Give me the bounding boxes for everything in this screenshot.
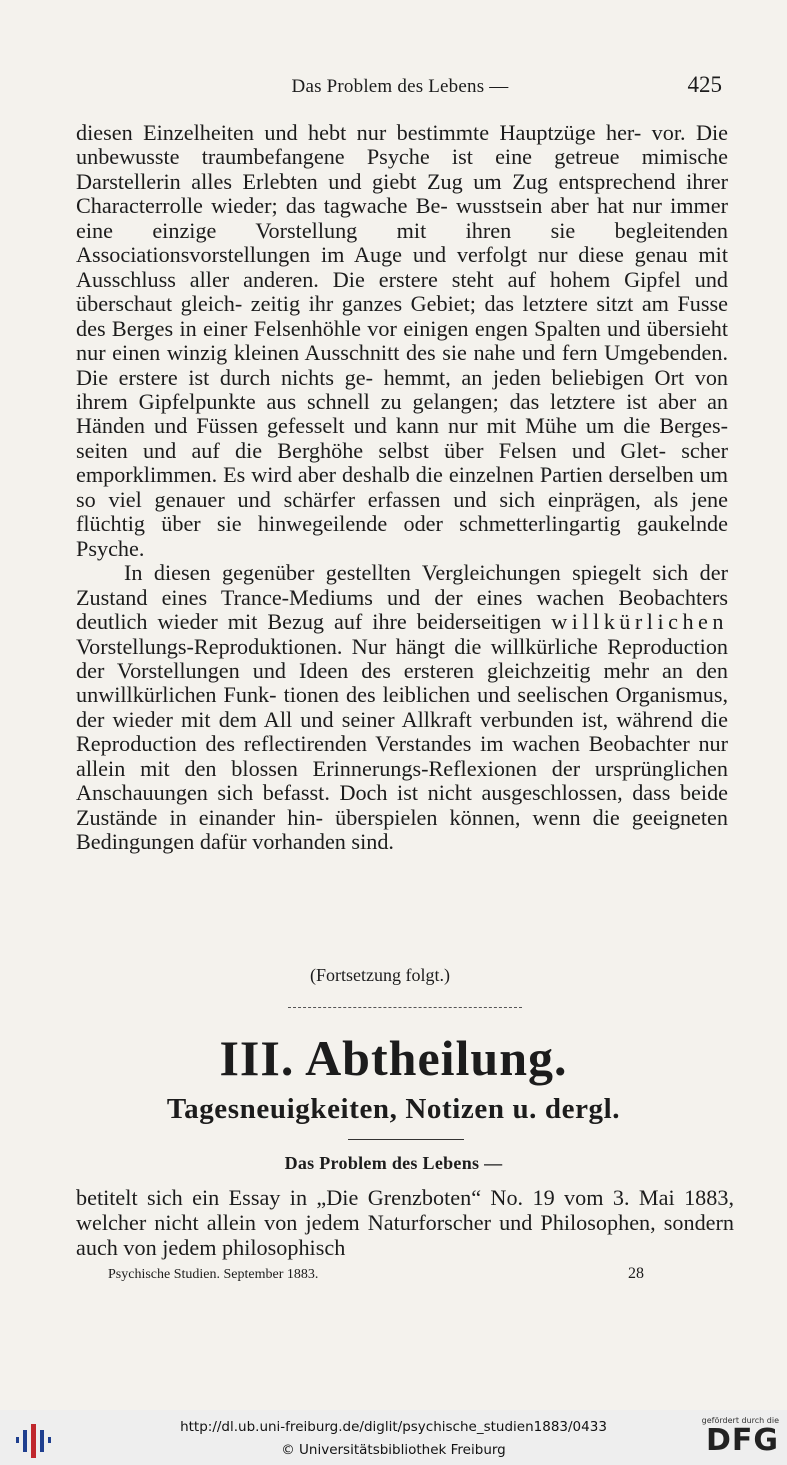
text-line: nicht ausgeschlossen, dass beide Zustände in einander hin-: [76, 780, 729, 830]
text-line: und Philosophen, sondern auch von jedem philosophisch: [76, 1210, 735, 1260]
text-line: des ersteren gleichzeitig mehr an den unwillkürlichen Funk-: [76, 657, 728, 708]
text-line: Beobachter nur allein mit den blossen Erinnerungs-Reflexionen: [76, 731, 729, 781]
text-line: überspielen können, wenn die geeigneten Bedingungen dafür: [76, 804, 728, 855]
text-line: Die erstere steht auf hohem Gipfel und überschaut gleich-: [76, 266, 729, 317]
text-line: der ursprünglichen Anschauungen sich befasst. Doch ist: [76, 755, 728, 806]
text-line: die Reproduction des reflectirenden Verstandes im wachen: [76, 706, 729, 757]
text-line: diesen Einzelheiten und hebt nur bestimmte Hauptzüge her-: [76, 120, 642, 145]
text-line: und verfolgt nur diese genau mit Ausschluss aller anderen.: [76, 242, 729, 292]
body-text: [76, 121, 728, 855]
text-line: schnell zu gelangen; das letztere ist aber an Händen und: [76, 388, 729, 439]
text-line: Partien derselben um so viel genauer und schärfer erfassen: [76, 462, 729, 512]
section-subtitle: Tagesneuigkeiten, Notizen u. dergl.: [166, 1093, 621, 1125]
text-line: oder schmetterlingartig gaukelnde Psyche.: [76, 511, 728, 561]
section-divider: [288, 1007, 522, 1008]
text-line: ihren sie begleitenden Associationsvorstellungen im Auge: [76, 217, 728, 268]
text-line: Vorstellungs-Reproduktionen. Nur hängt: [76, 633, 445, 659]
text-line: scher emporklimmen. Es wird aber deshalb die einzelnen: [76, 437, 729, 488]
text-line: Beobachters deutlich wieder mit Bezug auf ihre beiderseitigen: [76, 584, 729, 635]
source-url-link[interactable]: http://dl.ub.uni-freiburg.de/diglit/psychische_studien1883/0433: [180, 1419, 607, 1435]
heading-rule: [348, 1139, 464, 1140]
dfg-mark: DFG: [705, 1423, 779, 1458]
text-line: zeitig ihr ganzes Gebiet; das letztere sitzt am Fusse des: [76, 291, 728, 341]
continuation-note: (Fortsetzung folgt.): [310, 965, 450, 985]
text-line: und sich einprägen, als jene flüchtig über sie hinwegeilende: [76, 486, 728, 537]
text-line: die willkürliche Reproduction der Vorstellungen und Ideen: [76, 633, 729, 683]
page-number: 425: [687, 72, 722, 97]
text-line: 3. Mai 1883, welcher nicht allein von jedem Naturforscher: [76, 1185, 734, 1235]
section-title: III. Abtheilung.: [219, 1030, 568, 1086]
text-line: entsprechend ihrer Characterrolle wieder; das tagwache Be-: [76, 168, 728, 219]
text-line: vor. Die unbewusste traumbefangene Psyche ist eine getreue: [76, 120, 729, 170]
text-line: mit dem All und seiner Allkraft verbunden ist, während: [180, 706, 693, 732]
running-head: [76, 70, 724, 104]
text-line: vorhanden sind.: [252, 829, 394, 855]
text-line: sich der Zustand eines Trance-Mediums und der eines wachen: [76, 560, 729, 610]
paragraph-1: [76, 121, 728, 561]
text-line: In diesen gegenüber gestellten Vergleichungen spiegelt: [124, 560, 642, 586]
signature-mark: 28: [628, 1265, 644, 1282]
copyright-notice: © Universitätsbibliothek Freiburg: [281, 1442, 506, 1458]
text-line: übersieht nur einen winzig kleinen Ausschnitt des sie nahe: [76, 315, 729, 366]
dfg-logo: [693, 1416, 779, 1462]
text-line: Berges in einer Felsenhöhle vor einigen engen Spalten und: [111, 315, 641, 341]
paragraph-2: [76, 561, 728, 854]
dfg-funding-label: gefördert durch die: [701, 1416, 779, 1425]
article-body: [76, 1185, 734, 1260]
text-line: und fern Umgebenden. Die erstere ist durch nichts ge-: [76, 340, 728, 390]
text-line: mimische Darstellerin alles Erlebten und giebt Zug um Zug: [76, 144, 728, 194]
text-line: wusstsein aber hat nur immer eine einzige Vorstellung mit: [76, 193, 729, 243]
text-line: seiten und auf die Berghöhe selbst über Felsen und Glet-: [76, 437, 666, 463]
viewer-info-bar: [0, 1410, 787, 1465]
emphasized-word: willkürlichen: [551, 609, 728, 635]
journal-imprint: Psychische Studien. September 1883.: [108, 1267, 319, 1282]
running-head-title: Das Problem des Lebens —: [291, 76, 509, 97]
page-footer: [108, 1267, 668, 1283]
text-line: Füssen gefesselt und kann nur mit Mühe um die Berges-: [196, 413, 728, 439]
text-line: tionen des leiblichen und seelischen Organismus, der wieder: [76, 682, 729, 732]
text-line: betitelt sich ein Essay in „Die Grenzboten“ No. 19 vom: [76, 1185, 604, 1210]
text-line: hemmt, an jeden beliebigen Ort von ihrem Gipfelpunkte aus: [76, 364, 729, 414]
article-heading: Das Problem des Lebens —: [284, 1153, 503, 1173]
